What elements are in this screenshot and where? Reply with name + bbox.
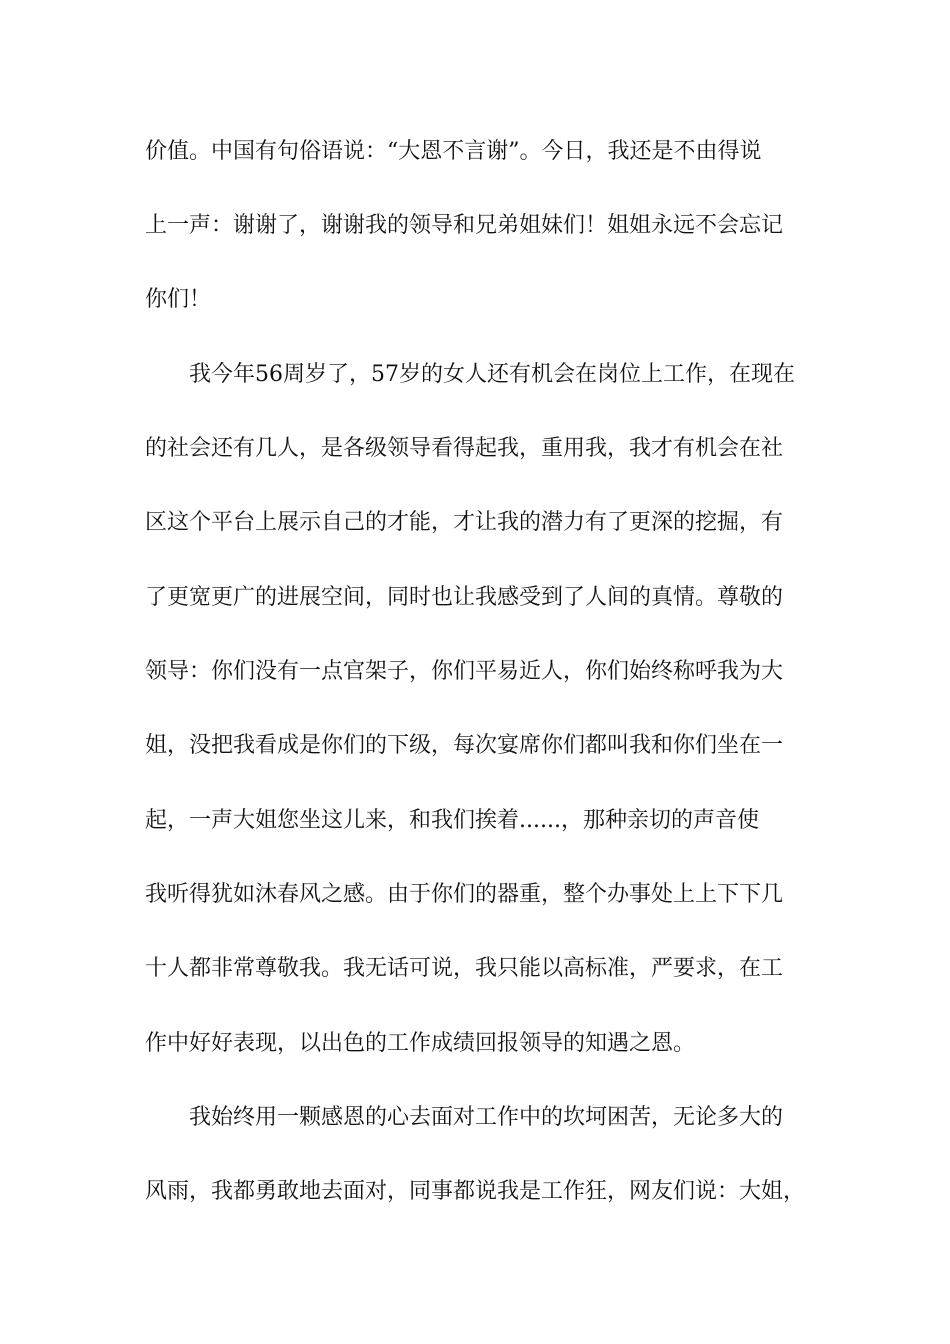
- paragraph-first-line: 我今年56周岁了，57岁的女人还有机会在岗位上工作，在现在: [189, 362, 795, 387]
- text-line: 了更宽更广的进展空间，同时也让我感受到了人间的真情。尊敬的: [145, 585, 784, 610]
- text-line: 风雨，我都勇敢地去面对，同事都说我是工作狂，网友们说：大姐，: [145, 1179, 806, 1204]
- text-line: 区这个平台上展示自己的才能，才让我的潜力有了更深的挖掘，有: [145, 510, 784, 535]
- text-line: 的社会还有几人，是各级领导看得起我，重用我，我才有机会在社: [145, 436, 784, 461]
- text-line: 起，一声大姐您坐这儿来，和我们挨着......，那种亲切的声音使: [145, 808, 759, 833]
- text-line: 我听得犹如沐春风之感。由于你们的器重，整个办事处上上下下几: [145, 882, 784, 907]
- paragraph-first-line: 我始终用一颗感恩的心去面对工作中的坎坷困苦，无论多大的: [189, 1105, 784, 1130]
- text-line: 十人都非常尊敬我。我无话可说，我只能以高标准，严要求，在工: [145, 956, 784, 981]
- text-line: 作中好好表现，以出色的工作成绩回报领导的知遇之恩。: [145, 1031, 696, 1056]
- text-line: 你们！: [145, 287, 212, 312]
- text-line: 上一声：谢谢了，谢谢我的领导和兄弟姐妹们！姐姐永远不会忘记: [145, 213, 784, 238]
- text-line: 领导：你们没有一点官架子，你们平易近人，你们始终称呼我为大: [145, 659, 784, 684]
- text-line: 价值。中国有句俗语说：“大恩不言谢”。今日，我还是不由得说: [145, 139, 762, 164]
- text-line: 姐，没把我看成是你们的下级，每次宴席你们都叫我和你们坐在一: [145, 733, 784, 758]
